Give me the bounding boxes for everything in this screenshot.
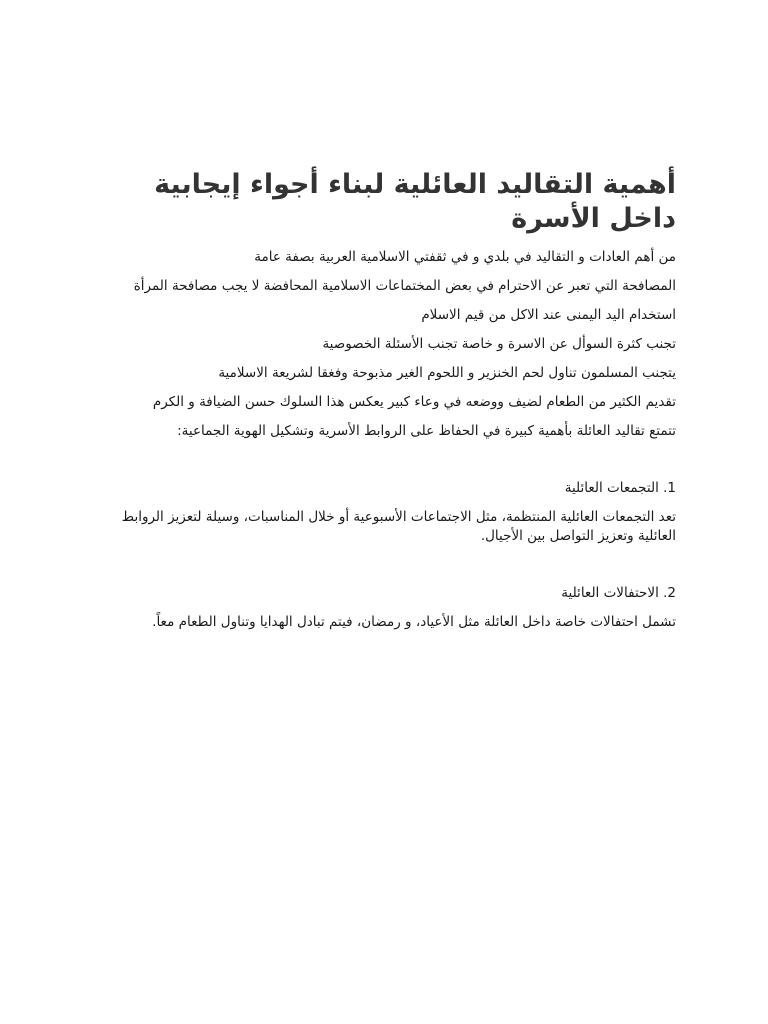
- document-title: أهمية التقاليد العائلية لبناء أجواء إيجابية داخل الأسرة: [154, 169, 676, 234]
- blank-line: [96, 556, 676, 584]
- document-body: [96, 168, 676, 642]
- paragraph: تتمتع تقاليد العائلة بأهمية كبيرة في الحفاظ على الروابط الأسرية وتشكيل الهوية الجماعية:: [177, 423, 676, 439]
- paragraph: من أهم العادات و التقاليد في بلدي و في ثقفتي الاسلامية العربية بصفة عامة: [254, 249, 676, 265]
- paragraph: المصافحة التي تعبر عن الاحترام في بعض المختماعات الاسلامية المحافضة لا يجب مصافحة المرأة: [133, 278, 676, 294]
- paragraph: يتجنب المسلمون تناول لحم الخنزير و اللحوم الغير مذبوحة وفغقا لشريعة الاسلامية: [218, 365, 676, 381]
- section-body-family-celebrations: تشمل احتفالات خاصة داخل العائلة مثل الأعياد، و رمضان، فيتم تبادل الهدايا وتناول الطعام معاً.: [152, 614, 676, 630]
- paragraph: تجنب كثرة السوأل عن الاسرة و خاصة تجنب الأسئلة الخصوصية: [322, 336, 676, 352]
- blank-line: [96, 451, 676, 479]
- section-body-family-gatherings: تعد التجمعات العائلية المنتظمة، مثل الاجتماعات الأسبوعية أو خلال المناسبات، وسيلة لتعزيز الروابط العائلية وتعزيز التواصل بين الأجيال.: [121, 509, 676, 544]
- paragraph: استخدام اليد اليمنى عند الاكل من قيم الاسلام: [421, 307, 676, 323]
- paragraph: تقديم الكثير من الطعام لضيف ووضعه في وعاء كبير يعكس هذا السلوك حسن الضيافة و الكرم: [152, 394, 676, 410]
- section-heading-family-celebrations: 2. الاحتفالات العائلية: [561, 585, 676, 601]
- section-heading-family-gatherings: 1. التجمعات العائلية: [564, 480, 676, 496]
